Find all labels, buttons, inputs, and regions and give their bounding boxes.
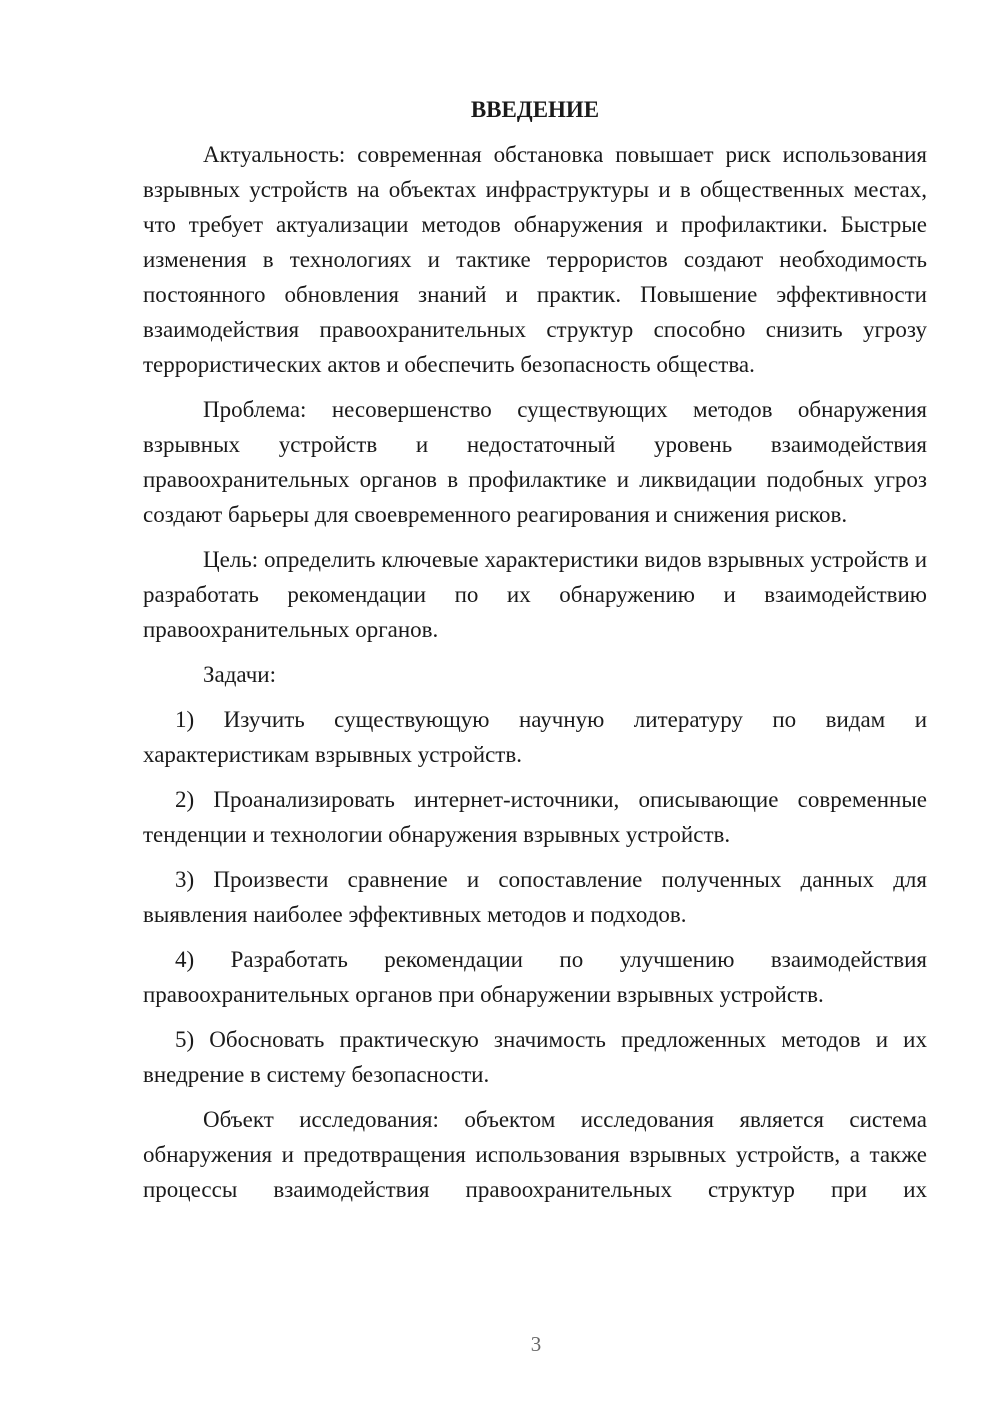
task-item-2: 2) Проанализировать интернет-источники, описывающие современные тенденции и технологии обнаружения взрывных устройств. [143,787,927,847]
relevance-paragraph: Актуальность: современная обстановка повышает риск использования взрывных устройств на объектах инфраструктуры и в общественных местах, что требует актуализации методов обнаружения и профилактики. Быстрые изменения в технологиях и тактике террористов создают необходимость постоянного обновления знаний и практик. Повышение эффективности взаимодействия правоохранительных структур способно снизить угрозу террористических актов и обеспечить безопасность общества. [143,142,927,377]
task-item-4: 4) Разработать рекомендации по улучшению взаимодействия правоохранительных органов при обнаружении взрывных устройств. [143,947,927,1007]
task-item-3: 3) Произвести сравнение и сопоставление полученных данных для выявления наиболее эффективных методов и подходов. [143,867,927,927]
research-object-paragraph: Объект исследования: объектом исследования является система обнаружения и предотвращения использования взрывных устройств, а также процессы взаимодействия правоохранительных структур при их [143,1107,927,1202]
document-body [143,92,927,1217]
page-number: 3 [530,1332,542,1356]
task-item-5: 5) Обосновать практическую значимость предложенных методов и их внедрение в систему безопасности. [143,1027,927,1087]
tasks-label: Задачи: [203,662,276,687]
problem-paragraph: Проблема: несовершенство существующих методов обнаружения взрывных устройств и недостаточный уровень взаимодействия правоохранительных органов в профилактике и ликвидации подобных угроз создают барьеры для своевременного реагирования и снижения рисков. [143,397,927,527]
goal-paragraph: Цель: определить ключевые характеристики видов взрывных устройств и разработать рекомендации по их обнаружению и взаимодействию правоохранительных органов. [143,547,927,642]
section-heading: ВВЕДЕНИЕ [470,97,600,122]
task-item-1: 1) Изучить существующую научную литературу по видам и характеристикам взрывных устройств. [143,707,927,767]
